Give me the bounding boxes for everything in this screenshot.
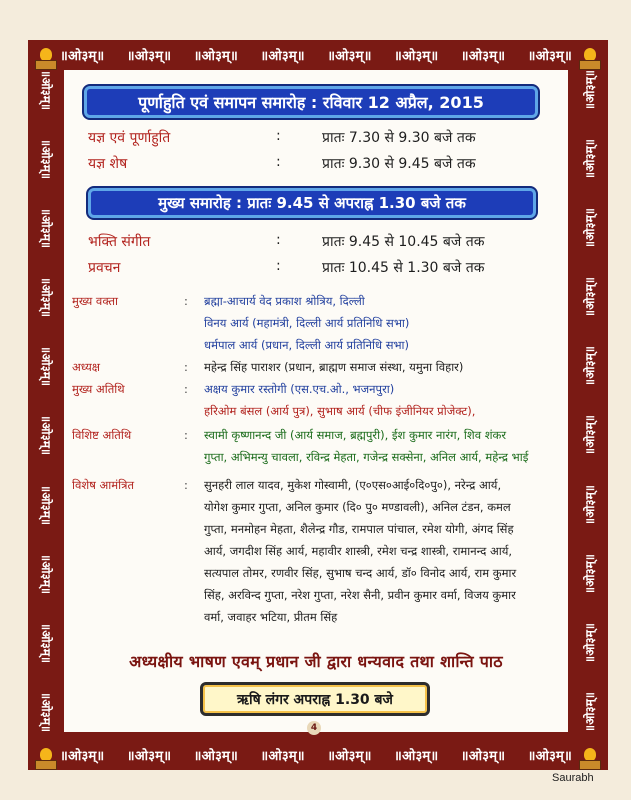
- guest-line: सिंह, अरविन्द गुप्ता, नरेश गुप्ता, नरेश सैनी, प्रवीन कुमार वर्मा, विजय कुमार: [204, 588, 516, 602]
- guest-colon: :: [184, 382, 188, 396]
- border-motif: ॥ओ३म्॥: [260, 49, 305, 64]
- photographer-signature: Saurabh: [552, 772, 594, 784]
- border-motif: ॥ओ३म्॥: [583, 346, 597, 387]
- guest-colon: :: [184, 428, 188, 442]
- border-motif: ॥ओ३म्॥: [60, 749, 105, 764]
- border-motif: ॥ओ३म्॥: [527, 749, 572, 764]
- havan-kund-icon: [28, 740, 64, 770]
- schedule-separator: :: [276, 154, 281, 170]
- guest-line: वर्मा, जवाहर भटिया, प्रीतम सिंह: [204, 610, 338, 624]
- border-motif: ॥ओ३म्॥: [327, 49, 372, 64]
- guest-list: [204, 378, 564, 422]
- border-left: [28, 70, 64, 732]
- border-motif: ॥ओ३म्॥: [39, 346, 53, 387]
- guest-list: [204, 290, 564, 356]
- border-motif: ॥ओ३म्॥: [126, 49, 172, 64]
- schedule-row: [88, 154, 476, 173]
- border-motif: ॥ओ३म्॥: [39, 70, 53, 111]
- guest-category-label: अध्यक्ष: [72, 360, 101, 374]
- border-motif: ॥ओ३म्॥: [393, 49, 439, 64]
- border-motif: ॥ओ३म्॥: [193, 749, 239, 764]
- closing-address-heading: अध्यक्षीय भाषण एवम् प्रधान जी द्वारा धन्यवाद तथा शान्ति पाठ: [129, 652, 503, 671]
- guest-line: सुनहरी लाल यादव, मुकेश गोस्वामी, (ए०एस०आई०दि०पु०), नरेन्द्र आर्य,: [204, 478, 502, 492]
- border-motif: ॥ओ३म्॥: [39, 484, 53, 525]
- border-motif: ॥ओ३म्॥: [460, 749, 506, 764]
- schedule-row: [88, 128, 476, 147]
- schedule-time: प्रातः 10.45 से 1.30 बजे तक: [322, 260, 485, 276]
- guest-line: गुप्ता, अभिमन्यु चावला, रविन्द्र मेहता, गजेन्द्र सक्सेना, अनिल आर्य, महेन्द्र भाई: [204, 450, 529, 464]
- border-motif: ॥ओ३म्॥: [39, 277, 53, 318]
- border-motif: ॥ओ३म्॥: [527, 49, 572, 64]
- ceremony-title-banner: पूर्णाहुति एवं समापन समारोह : रविवार 12 अप्रैल, 2015: [84, 86, 538, 118]
- guest-line: अक्षय कुमार रस्तोगी (एस.एच.ओ., भजनपुरा): [204, 382, 395, 396]
- havan-kund-icon: [572, 40, 608, 70]
- border-motif: ॥ओ३म्॥: [460, 49, 506, 64]
- guest-line: गुप्ता, मनमोहन मेहता, शैलेन्द्र गौड, रामपाल पांचाल, रमेश योगी, अंगद सिंह: [204, 522, 514, 536]
- page-number: 4: [307, 721, 321, 735]
- border-motif: ॥ओ३म्॥: [260, 749, 305, 764]
- guest-colon: :: [184, 360, 188, 374]
- schedule-row: [88, 258, 484, 277]
- schedule-label: यज्ञ एवं पूर्णाहुति: [88, 130, 171, 146]
- guest-colon: :: [184, 478, 188, 492]
- schedule-separator: :: [276, 128, 281, 144]
- guest-line: सत्यपाल तोमर, रणवीर सिंह, सुभाष चन्द आर्य, डॉ० विनोद आर्य, राम कुमार: [204, 566, 517, 580]
- border-motif: ॥ओ३म्॥: [39, 208, 53, 249]
- border-motif: ॥ओ३म्॥: [583, 553, 597, 594]
- border-motif: ॥ओ३म्॥: [39, 622, 53, 663]
- border-motif: ॥ओ३म्॥: [583, 484, 597, 525]
- havan-kund-icon: [572, 740, 608, 770]
- schedule-label: यज्ञ शेष: [88, 156, 128, 172]
- schedule-label: भक्ति संगीत: [88, 234, 151, 250]
- schedule-separator: :: [276, 232, 281, 248]
- border-motif: ॥ओ३म्॥: [39, 139, 53, 180]
- border-motif: ॥ओ३म्॥: [60, 49, 105, 64]
- guest-category-label: विशिष्ट अतिथि: [72, 428, 132, 442]
- guest-line: योगेश कुमार गुप्ता, अनिल कुमार (दि० पु० मण्डावली), अनिल टंडन, कमल: [204, 500, 511, 514]
- border-motif: ॥ओ३म्॥: [126, 749, 172, 764]
- guest-list: [204, 424, 564, 468]
- border-right: [572, 70, 608, 732]
- border-motif: ॥ओ३म्॥: [39, 415, 53, 456]
- schedule-label: प्रवचन: [88, 260, 121, 276]
- guest-line: महेन्द्र सिंह पाराशर (प्रधान, ब्राह्मण समाज संस्था, यमुना विहार): [204, 360, 464, 374]
- schedule-time: प्रातः 9.45 से 10.45 बजे तक: [322, 234, 485, 250]
- border-bottom: [60, 740, 572, 770]
- guest-line: आर्य, जगदीश सिंह आर्य, महावीर शास्त्री, रमेश चन्द्र शास्त्री, रामानन्द आर्य,: [204, 544, 513, 558]
- border-motif: ॥ओ३म्॥: [583, 622, 597, 663]
- guest-line: विनय आर्य (महामंत्री, दिल्ली आर्य प्रतिनिधि सभा): [204, 316, 410, 330]
- schedule-row: [88, 232, 484, 251]
- guest-colon: :: [184, 294, 188, 308]
- border-motif: ॥ओ३म्॥: [583, 277, 597, 318]
- border-motif: ॥ओ३म्॥: [327, 749, 372, 764]
- schedule-time: प्रातः 7.30 से 9.30 बजे तक: [322, 130, 476, 146]
- langar-time-box: ऋषि लंगर अपराह्न 1.30 बजे: [200, 682, 430, 716]
- border-motif: ॥ओ३म्॥: [39, 691, 53, 732]
- guest-line: हरिओम बंसल (आर्य पुत्र), सुभाष आर्य (चीफ इंजीनियर प्रोजेक्ट),: [204, 404, 476, 418]
- havan-kund-icon: [28, 40, 64, 70]
- guest-category-label: मुख्य अतिथि: [72, 382, 125, 396]
- border-motif: ॥ओ३म्॥: [583, 70, 597, 111]
- border-motif: ॥ओ३म्॥: [583, 208, 597, 249]
- guest-list: [204, 356, 564, 378]
- border-top: [60, 40, 572, 70]
- guest-list: [204, 474, 564, 628]
- guest-line: धर्मपाल आर्य (प्रधान, दिल्ली आर्य प्रतिनिधि सभा): [204, 338, 410, 352]
- border-motif: ॥ओ३म्॥: [393, 749, 439, 764]
- border-motif: ॥ओ३म्॥: [193, 49, 239, 64]
- guest-line: ब्रह्मा-आचार्य वेद प्रकाश श्रोत्रिय, दिल्ली: [204, 294, 365, 308]
- guest-line: स्वामी कृष्णानन्द जी (आर्य समाज, ब्रह्मपुरी), ईश कुमार नारंग, शिव शंकर: [204, 428, 507, 442]
- schedule-separator: :: [276, 258, 281, 274]
- guest-category-label: मुख्य वक्ता: [72, 294, 119, 308]
- schedule-time: प्रातः 9.30 से 9.45 बजे तक: [322, 156, 476, 172]
- border-motif: ॥ओ३म्॥: [583, 139, 597, 180]
- guest-category-label: विशेष आमंत्रित: [72, 478, 135, 492]
- main-ceremony-banner: मुख्य समारोह : प्रातः 9.45 से अपराह्न 1.30 बजे तक: [88, 188, 536, 218]
- border-motif: ॥ओ३म्॥: [39, 553, 53, 594]
- border-motif: ॥ओ३म्॥: [583, 415, 597, 456]
- border-motif: ॥ओ३म्॥: [583, 691, 597, 732]
